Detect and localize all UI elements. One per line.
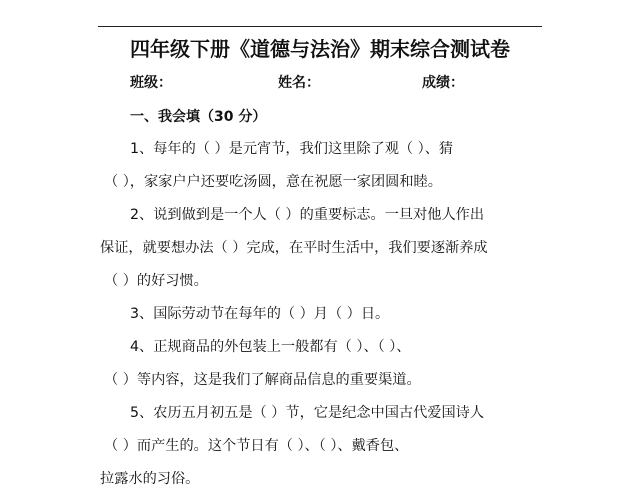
question-line: 1、每年的（ ）是元宵节，我们这里除了观（ ）、猜	[130, 141, 454, 157]
question-line: （ ），家家户户还要吃汤圆，意在祝愿一家团圆和睦。	[104, 174, 442, 190]
section-heading: 一、我会填（30 分）	[130, 109, 267, 125]
question-line: 4、正规商品的外包装上一般都有（ ）、（ ）、	[130, 339, 411, 355]
score-label: 成绩：	[422, 75, 464, 91]
question-line: （ ）的好习惯。	[104, 273, 208, 289]
header-rule	[98, 26, 542, 27]
question-line: 保证，就要想办法（ ）完成，在平时生活中，我们要逐渐养成	[100, 240, 488, 256]
question-line: 3、国际劳动节在每年的（ ）月（ ）日。	[130, 306, 390, 322]
question-line: （ ）等内容，这是我们了解商品信息的重要渠道。	[104, 372, 421, 388]
question-line: 拉露水的习俗。	[100, 471, 200, 487]
question-line: 5、农历五月初五是（ ）节，它是纪念中国古代爱国诗人	[130, 405, 485, 421]
name-label: 姓名：	[278, 75, 320, 91]
question-line: 2、说到做到是一个人（ ）的重要标志。一旦对他人作出	[130, 207, 485, 223]
exam-title: 四年级下册《道德与法治》期末综合测试卷	[130, 37, 510, 61]
question-line: （ ）而产生的。这个节日有（ ）、（ ）、戴香包、	[104, 438, 409, 454]
class-label: 班级：	[130, 75, 172, 91]
